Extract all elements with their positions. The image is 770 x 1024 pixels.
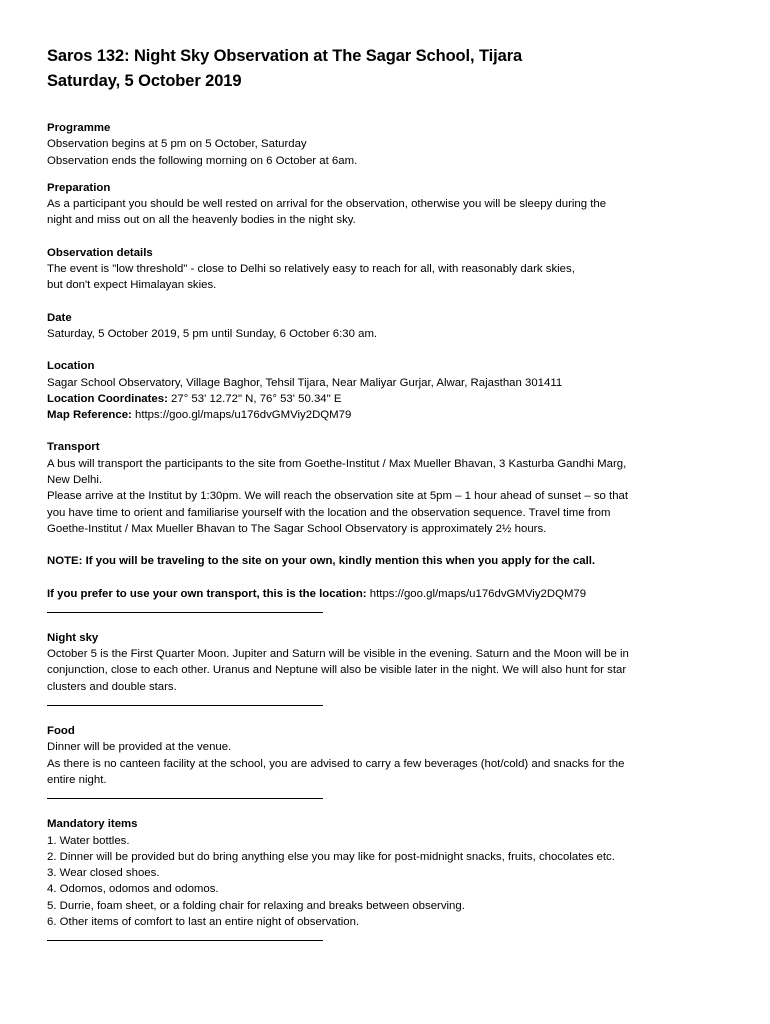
divider-rule: [47, 705, 323, 706]
mandatory-section: [47, 816, 730, 930]
location-address: Sagar School Observatory, Village Baghor, Tehsil Tijara, Near Maliyar Gurjar, Alwar, Rajasthan 301411: [47, 376, 563, 389]
map-reference-link[interactable]: https://goo.gl/maps/u176dvGMViy2DQM79: [131, 409, 352, 422]
divider-rule: [47, 940, 323, 941]
observation-section: [47, 245, 730, 294]
note-text: : If you will be traveling to the site on your own, kindly mention this when you apply for the call.: [78, 555, 596, 568]
divider-rule: [47, 612, 323, 613]
food-line: Dinner will be provided at the venue.: [47, 741, 232, 754]
list-item: 3. Wear closed shoes.: [47, 867, 160, 880]
night-sky-line: clusters and double stars.: [47, 680, 177, 693]
night-sky-heading: Night sky: [47, 631, 99, 644]
observation-heading: Observation details: [47, 246, 153, 259]
preparation-line: As a participant you should be well rested on arrival for the observation, otherwise you will be sleepy during the: [47, 198, 607, 211]
date-heading: Date: [47, 311, 72, 324]
map-reference-label: Map Reference:: [47, 409, 132, 422]
map-reference: [47, 407, 730, 423]
date-section: [47, 310, 730, 343]
night-sky-line: October 5 is the First Quarter Moon. Jupiter and Saturn will be visible in the evening. Saturn and the Moon will be in: [47, 648, 629, 661]
note-label: NOTE: [47, 555, 79, 568]
list-item: 5. Durrie, foam sheet, or a folding chair for relaxing and breaks between observing.: [47, 899, 465, 912]
programme-line: Observation begins at 5 pm on 5 October, Saturday: [47, 138, 307, 151]
night-sky-line: conjunction, close to each other. Uranus and Neptune will also be visible later in the night. We will also hunt for star: [47, 664, 627, 677]
transport-heading: Transport: [47, 441, 100, 454]
programme-line: Observation ends the following morning on 6 October at 6am.: [47, 154, 358, 167]
preparation-line: night and miss out on all the heavenly bodies in the night sky.: [47, 214, 356, 227]
list-item: 6. Other items of comfort to last an entire night of observation.: [47, 915, 360, 928]
transport-section: [47, 439, 730, 537]
programme-heading: Programme: [47, 122, 111, 134]
programme-section: [47, 120, 730, 169]
list-item: 2. Dinner will be provided but do bring anything else you may like for post-midnight snacks, fruits, chocolates etc.: [47, 850, 615, 863]
mandatory-list: [47, 833, 730, 931]
location-coordinates: [47, 391, 730, 407]
own-transport-label: If you prefer to use your own transport, this is the location:: [47, 587, 367, 600]
transport-line: Goethe-Institut / Max Mueller Bhavan to The Sagar School Observatory is approximately 2½ hours.: [47, 522, 547, 535]
food-heading: Food: [47, 725, 75, 738]
observation-line: The event is "low threshold" - close to Delhi so relatively easy to reach for all, with reasonably dark skies,: [47, 263, 575, 276]
food-line: entire night.: [47, 773, 107, 786]
preparation-section: [47, 180, 730, 229]
document-title: [47, 44, 730, 94]
location-heading: Location: [47, 360, 95, 373]
transport-line: you have time to orient and familiarise yourself with the location and the observation sequence. Travel time from: [47, 506, 611, 519]
transport-line: Please arrive at the Institut by 1:30pm. We will reach the observation site at 5pm – 1 hour ahead of sunset – so that: [47, 490, 629, 503]
transport-line: New Delhi.: [47, 474, 103, 487]
location-section: [47, 358, 730, 423]
food-line: As there is no canteen facility at the school, you are advised to carry a few beverages (hot/cold) and snacks for the: [47, 757, 625, 770]
preparation-heading: Preparation: [47, 181, 111, 194]
coordinates-label: Location Coordinates:: [47, 392, 168, 405]
coordinates-value: 27° 53' 12.72" N, 76° 53' 50.34" E: [167, 392, 342, 405]
title-line-1: Saros 132: Night Sky Observation at The Sagar School, Tijara: [47, 47, 523, 65]
date-text: Saturday, 5 October 2019, 5 pm until Sunday, 6 October 6:30 am.: [47, 327, 378, 340]
own-transport-paragraph: [47, 586, 730, 602]
title-line-2: Saturday, 5 October 2019: [47, 72, 242, 90]
list-item: 4. Odomos, odomos and odomos.: [47, 883, 219, 896]
list-item: 1. Water bottles.: [47, 834, 130, 847]
note-paragraph: [47, 553, 730, 569]
divider-rule: [47, 798, 323, 799]
mandatory-heading: Mandatory items: [47, 818, 138, 831]
transport-line: A bus will transport the participants to the site from Goethe-Institut / Max Mueller Bhavan, 3 Kasturba Gandhi Marg,: [47, 457, 627, 470]
own-transport-link[interactable]: https://goo.gl/maps/u176dvGMViy2DQM79: [366, 587, 587, 600]
food-section: [47, 723, 730, 788]
night-sky-section: [47, 630, 730, 695]
observation-line: but don't expect Himalayan skies.: [47, 279, 217, 292]
